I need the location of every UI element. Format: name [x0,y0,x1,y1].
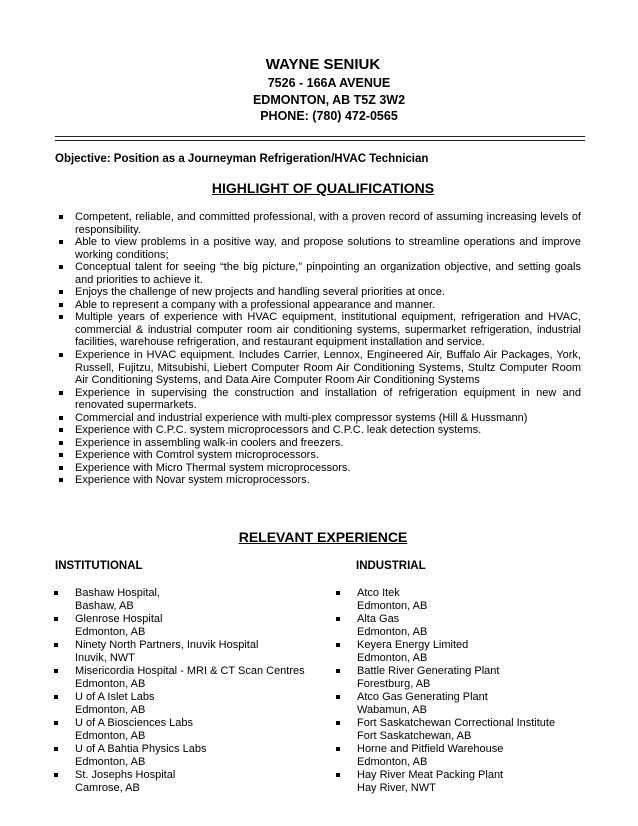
facility-location: Camrose, AB [75,782,140,794]
header-divider-top [55,136,585,137]
institutional-heading: INSTITUTIONAL [55,560,143,572]
facility-location: Inuvik, NWT [75,652,135,664]
qualifications-list [60,211,581,487]
qualification-item: Experience in HVAC equipment. Includes Carrier, Lennox, Engineered Air, Buffalo Air Packages, York, Russell, Fujitzu, Mitsubishi, Liebert Computer Room Air Conditioning Systems, Stultz Computer Room Air Conditioning Systems, and Data Aire Computer Room Air Conditioning Systems [60,349,581,387]
facility-name: Ninety North Partners, Inuvik Hospital [75,639,259,651]
qualification-item: Experience in assembling walk-in coolers and freezers. [60,437,581,450]
facility-name: Hay River Meat Packing Plant [357,769,504,781]
facility-name: U of A Bahtia Physics Labs [75,743,207,755]
facility-name: Glenrose Hospital [75,613,163,625]
qualification-item: Conceptual talent for seeing “the big picture,” pinpointing an organization objective, and setting goals and priorities to achieve it. [60,261,581,286]
facility-location: Edmonton, AB [75,678,146,690]
facility-location: Forestburg, AB [357,678,431,690]
qualification-item: Experience with Comtrol system microprocessors. [60,449,581,462]
header-divider-bottom [55,140,585,141]
facility-location: Wabamun, AB [357,704,427,716]
facility-location: Edmonton, AB [357,600,428,612]
institutional-experience-item [54,665,334,691]
facility-location: Edmonton, AB [357,756,428,768]
address-line-1: 7526 - 166A AVENUE [267,76,391,90]
facility-location: Edmonton, AB [357,626,428,638]
facility-name: U of A Biosciences Labs [75,717,194,729]
facility-location: Edmonton, AB [75,730,146,742]
qualification-item: Experience with C.P.C. system microprocessors and C.P.C. leak detection systems. [60,424,581,437]
phone-number: PHONE: (780) 472-0565 [260,109,398,123]
address-line-2: EDMONTON, AB T5Z 3W2 [252,93,406,107]
qualification-item: Experience in supervising the construction and installation of refrigeration equipment in new and renovated supermarkets. [60,387,581,412]
facility-location: Edmonton, AB [75,626,146,638]
industrial-experience-item [336,665,596,691]
experience-heading: RELEVANT EXPERIENCE [238,529,408,545]
candidate-name: WAYNE SENIUK [265,56,381,73]
qualification-item: Competent, reliable, and committed professional, with a proven record of assuming increasing levels of responsibility. [60,211,581,236]
qualification-item: Commercial and industrial experience with multi-plex compressor systems (Hill & Hussmann) [60,412,581,425]
industrial-list [336,587,596,795]
industrial-experience-item [336,587,596,613]
institutional-experience-item [54,743,334,769]
facility-location: Edmonton, AB [75,756,146,768]
facility-name: St. Josephs Hospital [75,769,176,781]
facility-name: Atco Itek [357,587,400,599]
qualification-item: Able to view problems in a positive way, and propose solutions to streamline operations and improve working conditions; [60,236,581,261]
facility-location: Fort Saskatchewan, AB [357,730,472,742]
facility-name: Bashaw Hospital, [75,587,160,599]
facility-location: Edmonton, AB [357,652,428,664]
institutional-experience-item [54,613,334,639]
facility-name: Keyera Energy Limited [357,639,469,651]
institutional-list [54,587,334,795]
qualification-item: Experience with Novar system microprocessors. [60,474,581,487]
facility-name: U of A Islet Labs [75,691,155,703]
facility-location: Bashaw, AB [75,600,134,612]
institutional-experience-item [54,639,334,665]
facility-name: Misericordia Hospital - MRI & CT Scan Centres [75,665,305,677]
institutional-experience-item [54,587,334,613]
facility-name: Fort Saskatchewan Correctional Institute [357,717,556,729]
facility-name: Atco Gas Generating Plant [357,691,488,703]
industrial-experience-item [336,717,596,743]
industrial-experience-item [336,639,596,665]
qualification-item: Multiple years of experience with HVAC equipment, institutional equipment, refrigeration and HVAC, commercial & industrial computer room air conditioning systems, supermarket refrigeration, industrial facilities, warehouse refrigeration, and restaurant equipment installation and service. [60,311,581,349]
facility-name: Horne and Pitfield Warehouse [357,743,504,755]
qualification-item: Enjoys the challenge of new projects and handling several priorities at once. [60,286,581,299]
facility-name: Alta Gas [357,613,400,625]
institutional-experience-item [54,769,334,795]
qualifications-heading: HIGHLIGHT OF QUALIFICATIONS [211,180,435,196]
objective-statement: Objective: Position as a Journeyman Refrigeration/HVAC Technician [55,153,429,165]
industrial-experience-item [336,613,596,639]
industrial-heading: INDUSTRIAL [356,560,426,572]
facility-location: Edmonton, AB [75,704,146,716]
facility-location: Hay River, NWT [357,782,436,794]
institutional-experience-item [54,691,334,717]
institutional-experience-item [54,717,334,743]
industrial-experience-item [336,691,596,717]
industrial-experience-item [336,743,596,769]
industrial-experience-item [336,769,596,795]
qualification-item: Able to represent a company with a professional appearance and manner. [60,299,581,312]
qualification-item: Experience with Micro Thermal system microprocessors. [60,462,581,475]
facility-name: Battle River Generating Plant [357,665,500,677]
